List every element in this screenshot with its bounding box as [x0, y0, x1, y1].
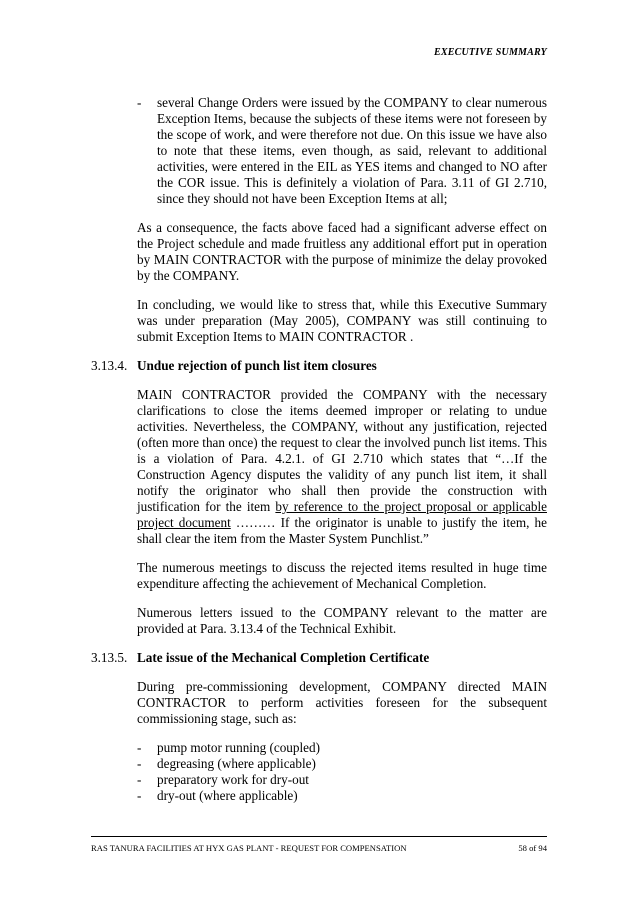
- bullet-dash: -: [137, 788, 142, 803]
- list-item: [137, 95, 547, 207]
- paragraph-text: MAIN CONTRACTOR provided the COMPANY with the necessary clarifications to close the items deemed improper or relating to undue activities. Nevertheless, the COMPANY, without any justification, rejected (often more than once) the request to clear the involved punch list items. This is a violation of Para. 4.2.1. of GI 2.710 which states that “…If the Construction Agency disputes the validity of any punch list item, it shall notify the originator who shall then provide the construction with justification for the item: [137, 387, 547, 514]
- paragraph: Numerous letters issued to the COMPANY relevant to the matter are provided at Para. 3.13.4 of the Technical Exhibit.: [137, 605, 547, 636]
- section-title: Undue rejection of punch list item closures: [137, 358, 377, 373]
- list-item-text: degreasing (where applicable): [157, 756, 316, 771]
- list-item: [137, 788, 547, 804]
- page-body: [91, 95, 547, 804]
- running-header: EXECUTIVE SUMMARY: [434, 47, 547, 58]
- paragraph: In concluding, we would like to stress that, while this Executive Summary was under preparation (May 2005), COMPANY was still continuing to submit Exception Items to MAIN CONTRACTOR .: [137, 297, 547, 344]
- bullet-dash: -: [137, 772, 142, 787]
- section-number: 3.13.4.: [91, 358, 128, 373]
- paragraph: As a consequence, the facts above faced had a significant adverse effect on the Project schedule and made fruitless any additional effort put in operation by MAIN CONTRACTOR with the purpose of minimize the delay provoked by the COMPANY.: [137, 220, 547, 283]
- section-number: 3.13.5.: [91, 650, 128, 665]
- list-item: [137, 740, 547, 756]
- paragraph: The numerous meetings to discuss the rejected items resulted in huge time expenditure affecting the achievement of Mechanical Completion.: [137, 560, 547, 591]
- footer-title: RAS TANURA FACILITIES AT HYX GAS PLANT - REQUEST FOR COMPENSATION: [91, 843, 407, 853]
- paragraph: [137, 387, 547, 547]
- list-item: [137, 772, 547, 788]
- paragraph: During pre-commissioning development, COMPANY directed MAIN CONTRACTOR to perform activities foreseen for the subsequent commissioning stage, such as:: [137, 679, 547, 726]
- list-item-text: pump motor running (coupled): [157, 740, 320, 755]
- bullet-dash: -: [137, 740, 142, 755]
- list-item-text: several Change Orders were issued by the COMPANY to clear numerous Exception Items, because the subjects of these items were not foreseen by the scope of work, and were therefore not due. On this issue we have also to note that these items, even though, as said, relevant to additional activities, were entered in the EIL as YES items and changed to NO after the COR issue. This is definitely a violation of Para. 3.11 of GI 2.710, since they should not have been Exception Items at all;: [157, 95, 547, 206]
- list-item: [137, 756, 547, 772]
- section-heading: [91, 650, 547, 666]
- bullet-dash: -: [137, 756, 142, 771]
- footer-divider: [91, 836, 547, 837]
- page-number: 58 of 94: [518, 843, 547, 853]
- activity-list: [137, 740, 547, 804]
- bullet-dash: -: [137, 95, 142, 110]
- list-item-text: preparatory work for dry-out: [157, 772, 309, 787]
- section-title: Late issue of the Mechanical Completion Certificate: [137, 650, 430, 665]
- underlined-text: by reference to the project proposal or applicable project document: [137, 499, 547, 530]
- section-heading: [91, 358, 547, 374]
- running-footer: [91, 843, 547, 853]
- list-item-text: dry-out (where applicable): [157, 788, 298, 803]
- paragraph-text: ……… If the originator is unable to justify the item, he shall clear the item from the Master System Punchlist.”: [137, 515, 547, 546]
